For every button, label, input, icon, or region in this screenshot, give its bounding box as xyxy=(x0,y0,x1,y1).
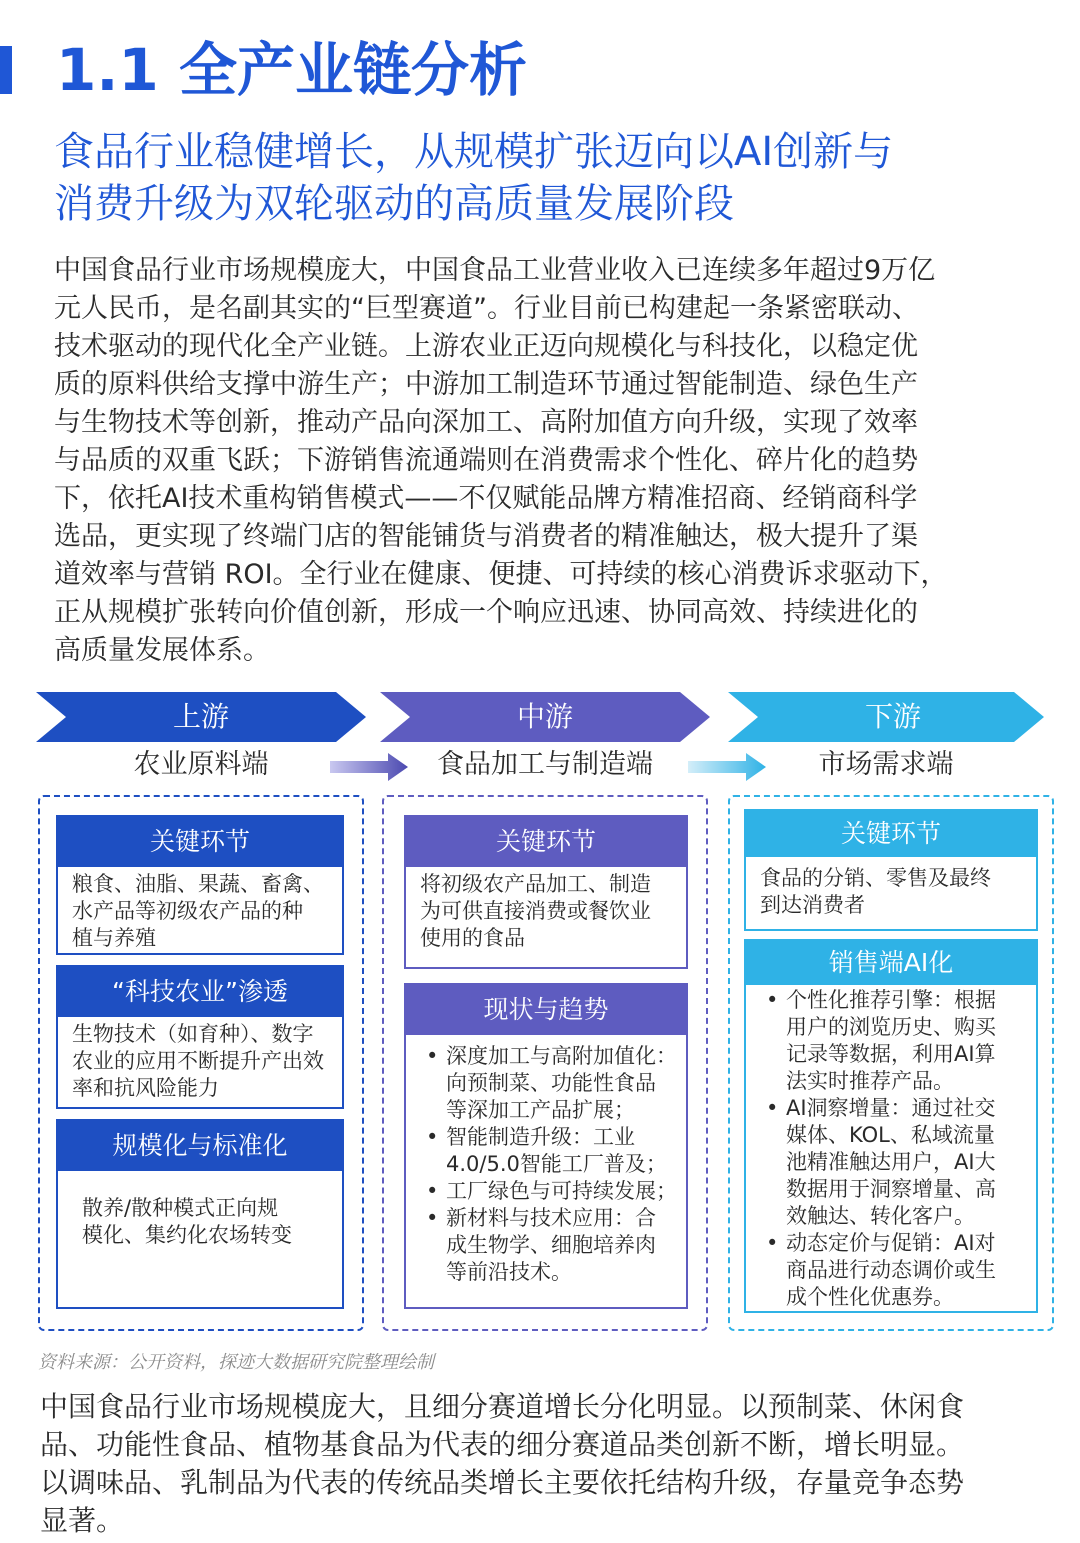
trend-line: 成生物学、细胞培养肉 xyxy=(446,1233,656,1257)
subtitle-line: 食品行业稳健增长，从规模扩张迈向以AI创新与 xyxy=(54,129,894,175)
ai-line: 效触达、转化客户。 xyxy=(786,1204,975,1228)
box-title: 销售端AI化 xyxy=(746,941,1036,985)
ai-line: 用户的浏览历史、购买 xyxy=(786,1015,996,1039)
ai-line: • AI洞察增量：通过社交 xyxy=(786,1096,996,1120)
ai-line: 商品进行动态调价或生 xyxy=(786,1258,996,1282)
intro-line: 选品，更实现了终端门店的智能铺货与消费者的精准触达，极大提升了渠 xyxy=(54,521,918,552)
box-line: 食品的分销、零售及最终 xyxy=(760,866,991,890)
box-line: 到达消费者 xyxy=(760,893,865,917)
intro-paragraph xyxy=(54,252,1044,670)
flow-arrow-icon xyxy=(688,752,768,782)
upstream-chevron xyxy=(36,692,366,742)
trend-item xyxy=(420,1043,686,1124)
trend-line: 4.0/5.0智能工厂普及； xyxy=(446,1152,667,1176)
box-title: 规模化与标准化 xyxy=(58,1121,342,1171)
midstream-subtitle: 食品加工与制造端 xyxy=(437,749,653,780)
ai-item xyxy=(760,1095,1036,1230)
upstream-stage-label: 上游 xyxy=(172,700,229,733)
midstream-column xyxy=(382,795,708,1331)
ai-line: 数据用于洞察增量、高 xyxy=(786,1177,996,1201)
outro-line: 显著。 xyxy=(40,1504,125,1537)
intro-line: 元人民币，是名副其实的“巨型赛道”。行业目前已构建起一条紧密联动、 xyxy=(54,293,919,324)
ai-item xyxy=(760,987,1036,1095)
midstream-key-box xyxy=(404,815,688,969)
upstream-scale-box xyxy=(56,1119,344,1309)
intro-line: 中国食品行业市场规模庞大，中国食品工业营业收入已连续多年超过9万亿 xyxy=(54,255,936,286)
box-line: 生物技术（如育种）、数字 xyxy=(72,1022,314,1046)
subtitle xyxy=(54,126,1064,230)
trend-line: 等前沿技术。 xyxy=(446,1260,572,1284)
box-line: 为可供直接消费或餐饮业 xyxy=(420,899,651,923)
source-note: 资料来源：公开资料，探迹大数据研究院整理绘制 xyxy=(38,1352,434,1373)
midstream-trends-box xyxy=(404,983,688,1309)
midstream-chevron xyxy=(380,692,710,742)
trend-list xyxy=(406,1035,686,1286)
downstream-subtitle: 市场需求端 xyxy=(818,749,954,780)
upstream-column xyxy=(38,795,364,1331)
box-line: 农业的应用不断提升产出效 xyxy=(72,1049,324,1073)
intro-line: 下，依托AI技术重构销售模式——不仅赋能品牌方精准招商、经销商科学 xyxy=(54,483,918,514)
intro-line: 与生物技术等创新，推动产品向深加工、高附加值方向升级，实现了效率 xyxy=(54,407,918,438)
subtitle-line: 消费升级为双轮驱动的高质量发展阶段 xyxy=(54,181,734,227)
ai-item xyxy=(760,1230,1036,1311)
downstream-chevron xyxy=(728,692,1058,742)
box-line: 水产品等初级农产品的种 xyxy=(72,899,303,923)
box-title: 关键环节 xyxy=(406,817,686,867)
outro-paragraph xyxy=(40,1388,1050,1540)
section-title: 1.1 全产业链分析 xyxy=(56,36,527,104)
ai-line: 池精准触达用户，AI大 xyxy=(786,1150,996,1174)
upstream-subtitle: 农业原料端 xyxy=(133,749,269,780)
trend-line: • 深度加工与高附加值化： xyxy=(446,1044,677,1068)
trend-line: • 工厂绿色与可持续发展； xyxy=(446,1179,677,1203)
trend-line: 等深加工产品扩展； xyxy=(446,1098,635,1122)
downstream-stage-label: 下游 xyxy=(864,700,921,733)
ai-line: • 动态定价与促销：AI对 xyxy=(786,1231,996,1255)
downstream-ai-box xyxy=(744,939,1038,1313)
trend-item xyxy=(420,1178,686,1205)
ai-line: 媒体、KOL、私域流量 xyxy=(786,1123,995,1147)
box-body xyxy=(58,1017,342,1102)
box-line: 散养/散种模式正向规 xyxy=(82,1196,279,1220)
intro-line: 质的原料供给支撑中游生产；中游加工制造环节通过智能制造、绿色生产 xyxy=(54,369,918,400)
flow-arrow-icon xyxy=(330,752,410,782)
ai-line: 记录等数据，利用AI算 xyxy=(786,1042,996,1066)
downstream-column xyxy=(728,795,1054,1331)
ai-line: • 个性化推荐引擎：根据 xyxy=(786,988,996,1012)
box-line: 植与养殖 xyxy=(72,926,156,950)
title-accent-bar xyxy=(0,46,12,94)
trend-item xyxy=(420,1124,686,1178)
trend-line: 向预制菜、功能性食品 xyxy=(446,1071,656,1095)
upstream-key-box xyxy=(56,815,344,955)
intro-line: 技术驱动的现代化全产业链。上游农业正迈向规模化与科技化，以稳定优 xyxy=(54,331,918,362)
ai-line: 成个性化优惠券。 xyxy=(786,1285,954,1309)
box-title: “科技农业”渗透 xyxy=(58,967,342,1017)
trend-line: • 智能制造升级：工业 xyxy=(446,1125,635,1149)
box-title: 现状与趋势 xyxy=(406,985,686,1035)
box-body xyxy=(746,857,1036,919)
box-body xyxy=(58,1171,342,1249)
box-line: 率和抗风险能力 xyxy=(72,1076,219,1100)
box-line: 使用的食品 xyxy=(420,926,525,950)
intro-line: 正从规模扩张转向价值创新，形成一个响应迅速、协同高效、持续进化的 xyxy=(54,597,918,628)
intro-line: 高质量发展体系。 xyxy=(54,635,270,666)
intro-line: 道效率与营销 ROI。全行业在健康、便捷、可持续的核心消费诉求驱动下， xyxy=(54,559,948,590)
box-title: 关键环节 xyxy=(58,817,342,867)
outro-line: 以调味品、乳制品为代表的传统品类增长主要依托结构升级，存量竞争态势 xyxy=(40,1466,965,1499)
trend-item xyxy=(420,1205,686,1286)
box-title: 关键环节 xyxy=(746,811,1036,857)
box-line: 将初级农产品加工、制造 xyxy=(420,872,651,896)
ai-line: 法实时推荐产品。 xyxy=(786,1069,954,1093)
outro-line: 品、功能性食品、植物基食品为代表的细分赛道品类创新不断，增长明显。 xyxy=(40,1428,965,1461)
intro-line: 与品质的双重飞跃；下游销售流通端则在消费需求个性化、碎片化的趋势 xyxy=(54,445,918,476)
ai-list xyxy=(746,985,1036,1311)
box-line: 模化、集约化农场转变 xyxy=(82,1223,292,1247)
box-body xyxy=(58,867,342,952)
upstream-tech-box xyxy=(56,965,344,1109)
box-body xyxy=(406,867,686,952)
outro-line: 中国食品行业市场规模庞大，且细分赛道增长分化明显。以预制菜、休闲食 xyxy=(40,1390,965,1423)
box-line: 粮食、油脂、果蔬、畜禽、 xyxy=(72,872,324,896)
midstream-stage-label: 中游 xyxy=(516,700,573,733)
trend-line: • 新材料与技术应用：合 xyxy=(446,1206,656,1230)
downstream-key-box xyxy=(744,809,1038,931)
